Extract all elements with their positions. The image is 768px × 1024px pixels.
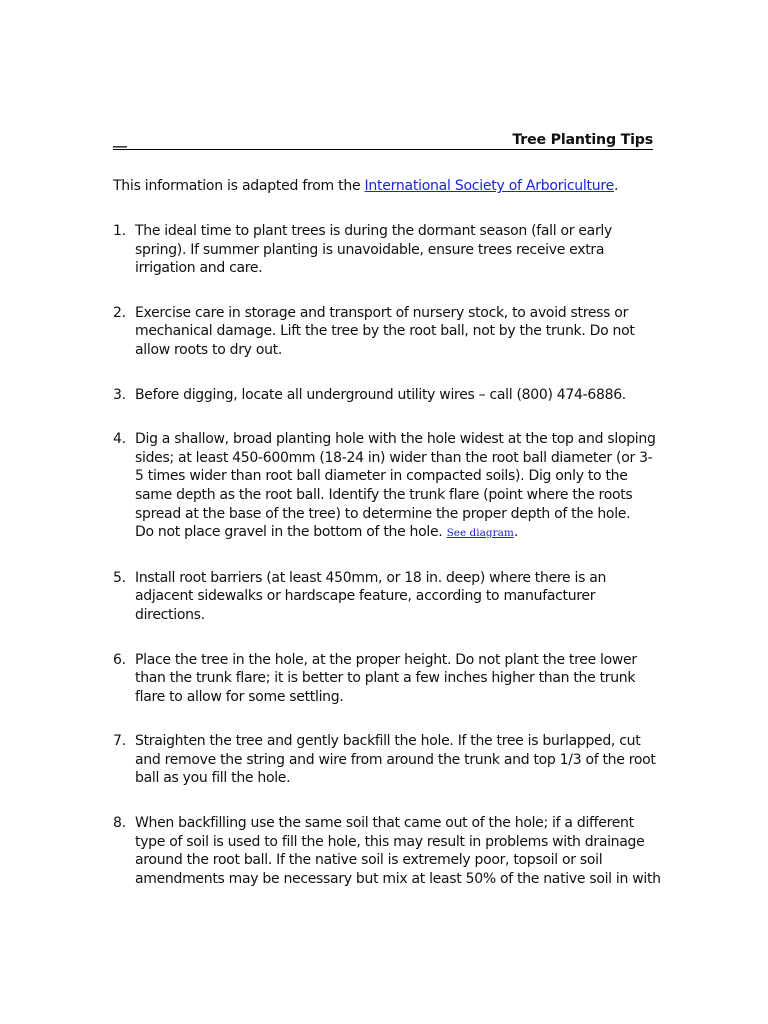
intro-prefix: This information is adapted from the	[113, 178, 365, 194]
tip-line: The ideal time to plant trees is during the dormant season (fall or early	[135, 223, 612, 239]
link-suffix: .	[513, 524, 519, 541]
tip-8	[113, 814, 661, 888]
tip-2	[113, 304, 658, 360]
tip-line-with-link	[135, 523, 658, 543]
tip-1	[113, 222, 658, 278]
tip-line: around the root ball. If the native soil is extremely poor, topsoil or soil	[135, 852, 603, 869]
tip-line: directions.	[135, 606, 205, 623]
tip-line: Place the tree in the hole, at the proper height. Do not plant the tree lower	[135, 651, 637, 668]
tip-number: 6.	[113, 651, 126, 668]
tip-line: type of soil is used to fill the hole, this may result in problems with drainage	[135, 833, 645, 850]
tip-line: allow roots to dry out.	[135, 341, 282, 358]
tip-line: Before digging, locate all underground utility wires – call (800) 474-6886.	[135, 386, 626, 403]
tip-line: Install root barriers (at least 450mm, or 18 in. deep) where there is an	[135, 569, 607, 586]
tip-number: 7.	[113, 733, 126, 750]
intro-suffix: .	[613, 178, 619, 194]
tip-line: amendments may be necessary but mix at least 50% of the native soil in with	[135, 870, 661, 887]
tip-number: 5.	[113, 569, 126, 586]
header-mark: __	[113, 132, 127, 148]
tip-line: than the trunk flare; it is better to plant a few inches higher than the trunk	[135, 670, 636, 687]
tip-line: adjacent sidewalks or hardscape feature, according to manufacturer	[135, 588, 596, 605]
tip-line: Straighten the tree and gently backfill the hole. If the tree is burlapped, cut	[135, 733, 641, 750]
tip-6	[113, 651, 658, 707]
tip-line: spring). If summer planting is unavoidable, ensure trees receive extra	[135, 241, 605, 258]
tip-number: 8.	[113, 815, 126, 832]
tip-5	[113, 569, 658, 625]
intro-paragraph	[113, 177, 658, 196]
page-title: Tree Planting Tips	[512, 132, 653, 148]
tip-number: 2.	[113, 304, 126, 321]
tip-line: flare to allow for some settling.	[135, 688, 344, 705]
tip-line: Dig a shallow, broad planting hole with the hole widest at the top and sloping	[135, 431, 656, 448]
tip-line: sides; at least 450-600mm (18-24 in) wider than the root ball diameter (or 3-	[135, 449, 653, 466]
tip-line: ball as you fill the hole.	[135, 770, 291, 787]
tip-3	[113, 386, 658, 405]
isa-link[interactable]: International Society of Arboriculture	[364, 178, 614, 194]
tip-number: 1.	[113, 223, 126, 239]
tip-line: Exercise care in storage and transport of nursery stock, to avoid stress or	[135, 304, 629, 321]
see-diagram-link[interactable]: See diagram	[446, 527, 514, 540]
tip-line: When backfilling use the same soil that came out of the hole; if a different	[135, 815, 634, 832]
tip-4	[113, 430, 658, 543]
tip-number: 3.	[113, 386, 126, 403]
tips-list	[113, 222, 661, 914]
tip-line: mechanical damage. Lift the tree by the root ball, not by the trunk. Do not	[135, 323, 635, 340]
tip-line: irrigation and care.	[135, 260, 263, 277]
tip-line: 5 times wider than root ball diameter in compacted soils). Dig only to the	[135, 468, 628, 485]
tip-line: and remove the string and wire from around the trunk and top 1/3 of the root	[135, 751, 656, 768]
tip-line: same depth as the root ball. Identify the trunk flare (point where the roots	[135, 486, 633, 503]
header-rule	[113, 131, 653, 150]
tip-7	[113, 732, 658, 788]
tip-line: spread at the base of the tree) to determine the proper depth of the hole.	[135, 505, 631, 522]
tip-line-text: Do not place gravel in the bottom of the hole.	[135, 524, 447, 541]
tip-number: 4.	[113, 431, 126, 448]
